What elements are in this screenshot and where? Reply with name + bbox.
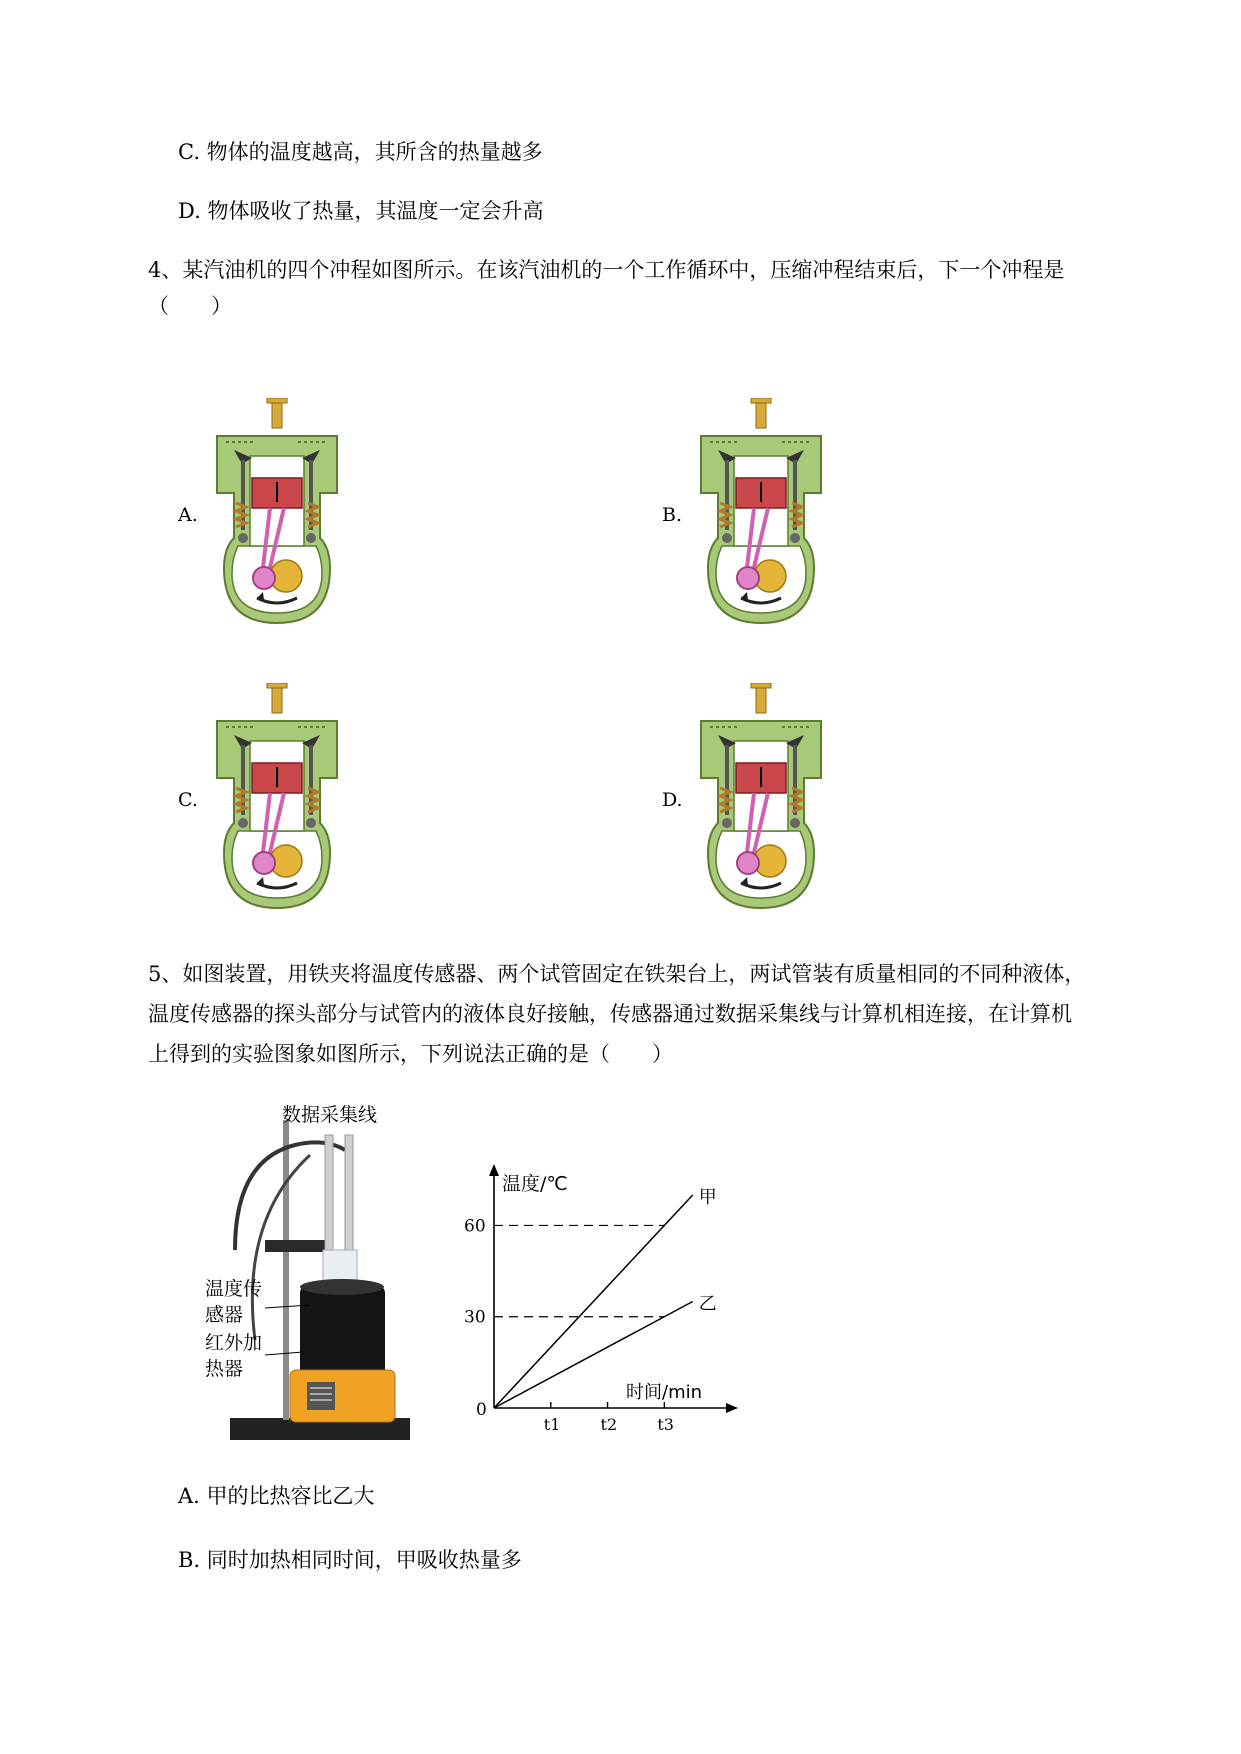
engine-label-c: C. — [178, 789, 198, 811]
engine-stroke-icon — [696, 398, 826, 628]
origin-label: 0 — [476, 1400, 487, 1420]
x-axis-arrow — [726, 1403, 738, 1413]
y-axis-label: 温度/℃ — [502, 1173, 568, 1195]
label-data-cable: 数据采集线 — [282, 1104, 378, 1126]
x-tick-label: t3 — [657, 1415, 674, 1434]
q5-option-b: B. 同时加热相同时间，甲吸收热量多 — [178, 1548, 522, 1572]
q4-stem-line-1: 4、某汽油机的四个冲程如图所示。在该汽油机的一个工作循环中，压缩冲程结束后，下一个冲程是 — [148, 258, 1065, 282]
label-heater-line-1: 红外加 — [205, 1332, 263, 1354]
x-tick-label: t1 — [543, 1415, 561, 1434]
y-axis-arrow — [489, 1164, 499, 1176]
q5-stem-line-1: 5、如图装置，用铁夹将温度传感器、两个试管固定在铁架台上，两试管装有质量相同的不同种液体， — [148, 962, 1086, 986]
series-label: 甲 — [698, 1187, 717, 1208]
engine-label-a: A. — [178, 504, 198, 526]
series-line — [494, 1195, 693, 1408]
q5-stem-line-3: 上得到的实验图象如图所示，下列说法正确的是（ ） — [148, 1042, 673, 1066]
engine-label-b: B. — [662, 504, 683, 526]
q5-option-a: A. 甲的比热容比乙大 — [178, 1484, 375, 1508]
q3-option-d: D. 物体吸收了热量，其温度一定会升高 — [178, 199, 544, 223]
q5-stem-line-2: 温度传感器的探头部分与试管内的液体良好接触，传感器通过数据采集线与计算机相连接，在计算机 — [148, 1002, 1072, 1026]
x-tick-label: t2 — [600, 1415, 618, 1434]
apparatus-photo — [195, 1100, 420, 1445]
label-sensor-line-1: 温度传 — [205, 1278, 263, 1300]
label-sensor-line-2: 感器 — [205, 1304, 244, 1326]
y-tick-label: 30 — [464, 1307, 486, 1328]
series-label: 乙 — [698, 1293, 717, 1315]
x-axis-label: 时间/min — [626, 1382, 703, 1403]
q4-stem-line-2: （ ） — [148, 294, 232, 318]
temperature-time-chart — [450, 1150, 780, 1450]
engine-label-d: D. — [662, 789, 683, 811]
engine-stroke-icon — [212, 398, 342, 628]
engine-stroke-icon — [696, 683, 826, 913]
y-tick-label: 60 — [464, 1216, 486, 1237]
q3-option-c: C. 物体的温度越高，其所含的热量越多 — [178, 140, 543, 164]
engine-stroke-icon — [212, 683, 342, 913]
label-heater-line-2: 热器 — [205, 1358, 244, 1380]
